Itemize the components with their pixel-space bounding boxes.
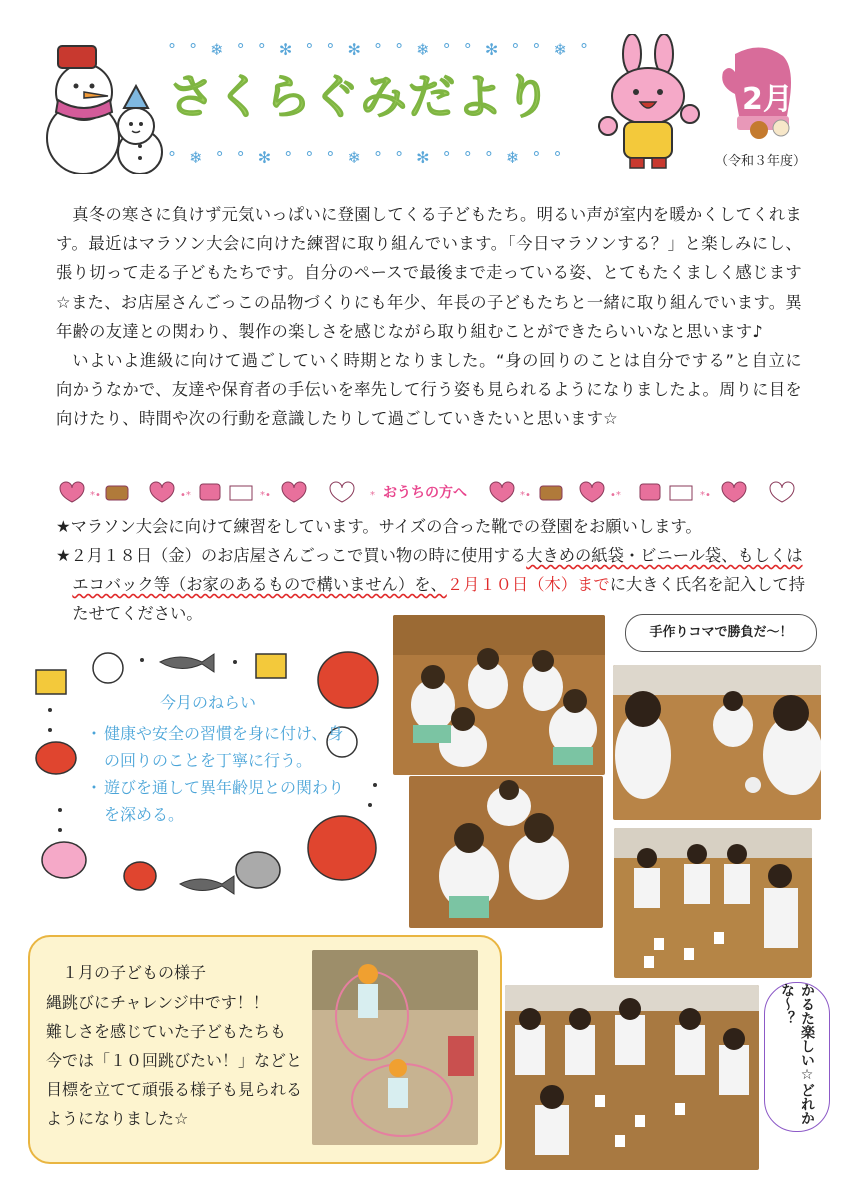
fiscal-year: （令和３年度） [715, 154, 807, 169]
bean-box-icon [36, 670, 66, 694]
svg-text:•*: •* [610, 490, 621, 501]
notice-item-2-tail: に大きく氏名を記入して持たせてください。 [72, 575, 805, 623]
january-line: 縄跳びにチャレンジ中です！！ [46, 993, 269, 1012]
notice-list [56, 512, 806, 628]
bean-box-icon [256, 654, 286, 678]
photo-jumprope [312, 950, 478, 1145]
svg-text:*: * [370, 490, 375, 501]
svg-text:*•: *• [260, 490, 271, 501]
rabbit-icon [42, 842, 86, 878]
notice-item-2-deadline: ２月１０日（木）まで [446, 575, 610, 594]
rabbit-illustration [594, 34, 704, 174]
january-line: 今では「１０回跳びたい！」などと [46, 1051, 303, 1070]
january-text [46, 988, 302, 1133]
fish-icon [160, 654, 214, 672]
svg-text:*•: *• [520, 490, 531, 501]
notice-item-1: ★マラソン大会に向けて練習をしています。サイズの合った靴での登園をお願いします。 [56, 517, 702, 536]
notice-item-2-lead: ★２月１８日（金）のお店屋さんごっこで買い物の時に使用する [56, 546, 527, 565]
snowflake-row-top: ° ° ❄ ° ° ✻ ° ° ✻ ° ° ❄ ° ° ✻ ° ° ❄ ° [168, 40, 592, 59]
january-line: 難しさを感じていた子どもたちも [46, 1022, 287, 1041]
svg-text:*•: *• [90, 490, 101, 501]
photo-karuta-1 [614, 828, 812, 978]
aim-list [90, 720, 350, 828]
snowflake-row-bottom: ° ❄ ° ° ✻ ° ° ° ❄ ° ° ✻ ° ° ° ❄ ° ° [168, 148, 566, 167]
fish-icon [180, 876, 234, 894]
aim-item-1: ・ 健康や安全の習慣を身に付け、身の回りのことを丁寧に行う。 [90, 720, 350, 774]
notice-heading: おうちの方へ [377, 482, 473, 502]
january-title: １月の子どもの様子 [62, 963, 207, 982]
january-line: ようになりました☆ [46, 1109, 189, 1128]
oni-icon [124, 862, 156, 890]
svg-text:•*: •* [180, 490, 191, 501]
january-line: 目標を立てて頑張る様子も見られる [46, 1080, 303, 1099]
photo-koma-3 [613, 665, 821, 820]
month-label: 2月 [742, 82, 793, 117]
intro-text [56, 200, 802, 434]
koma-caption-bubble: 手作りコマで勝負だ～！ [625, 614, 817, 652]
intro-paragraph-2: いよいよ進級に向けて過ごしていく時期となりました。“身の回りのことは自分でする”と自立に向かうなかで、友達や保育者の手伝いを率先して行う姿も見られるようになりましたよ。周りに目を向けたり、時間や次の行動を意識したりして過ごしていきたいと思います☆ [56, 351, 802, 429]
karuta-caption-text: かるた楽しい☆どれかな～？ [779, 983, 815, 1125]
aim-item-2: ・ 遊びを通して異年齢児との関わりを深める。 [90, 774, 350, 828]
notice-item-2-bags: 大きめの紙袋・ビニール袋、もしくはエコバック等（お家のあるもので構いません）を、 [72, 546, 803, 594]
mouse-icon [236, 852, 280, 888]
intro-paragraph-1: 真冬の寒さに負けず元気いっぱいに登園してくる子どもたち。明るい声が室内を暖かくしてくれます。最近はマラソン大会に向けた練習に取り組んでいます。「今日マラソンする？」と楽しみにし、張り切って走る子どもたちです。自分のペースで最後まで走っている姿、とてもたくましく感じます☆また、お店屋さんごっこの品物づくりにも年少、年長の子どもたちと一緒に取り組んでいます。異年齢の友達との関わり、製作の楽しさを感じながら取り組むことができたらいいなと思います♪ [56, 205, 802, 341]
snowman-illustration [28, 34, 168, 174]
svg-text:*•: *• [700, 490, 711, 501]
oni-icon [36, 742, 76, 774]
photo-koma-1 [393, 615, 605, 775]
karuta-caption-bubble [764, 982, 830, 1132]
aim-title: 今月のねらい [160, 693, 257, 712]
photo-koma-2 [409, 776, 603, 928]
photo-karuta-2 [505, 985, 759, 1170]
oni-icon [318, 652, 378, 708]
newsletter-title: さくらぐみだより [168, 70, 552, 125]
